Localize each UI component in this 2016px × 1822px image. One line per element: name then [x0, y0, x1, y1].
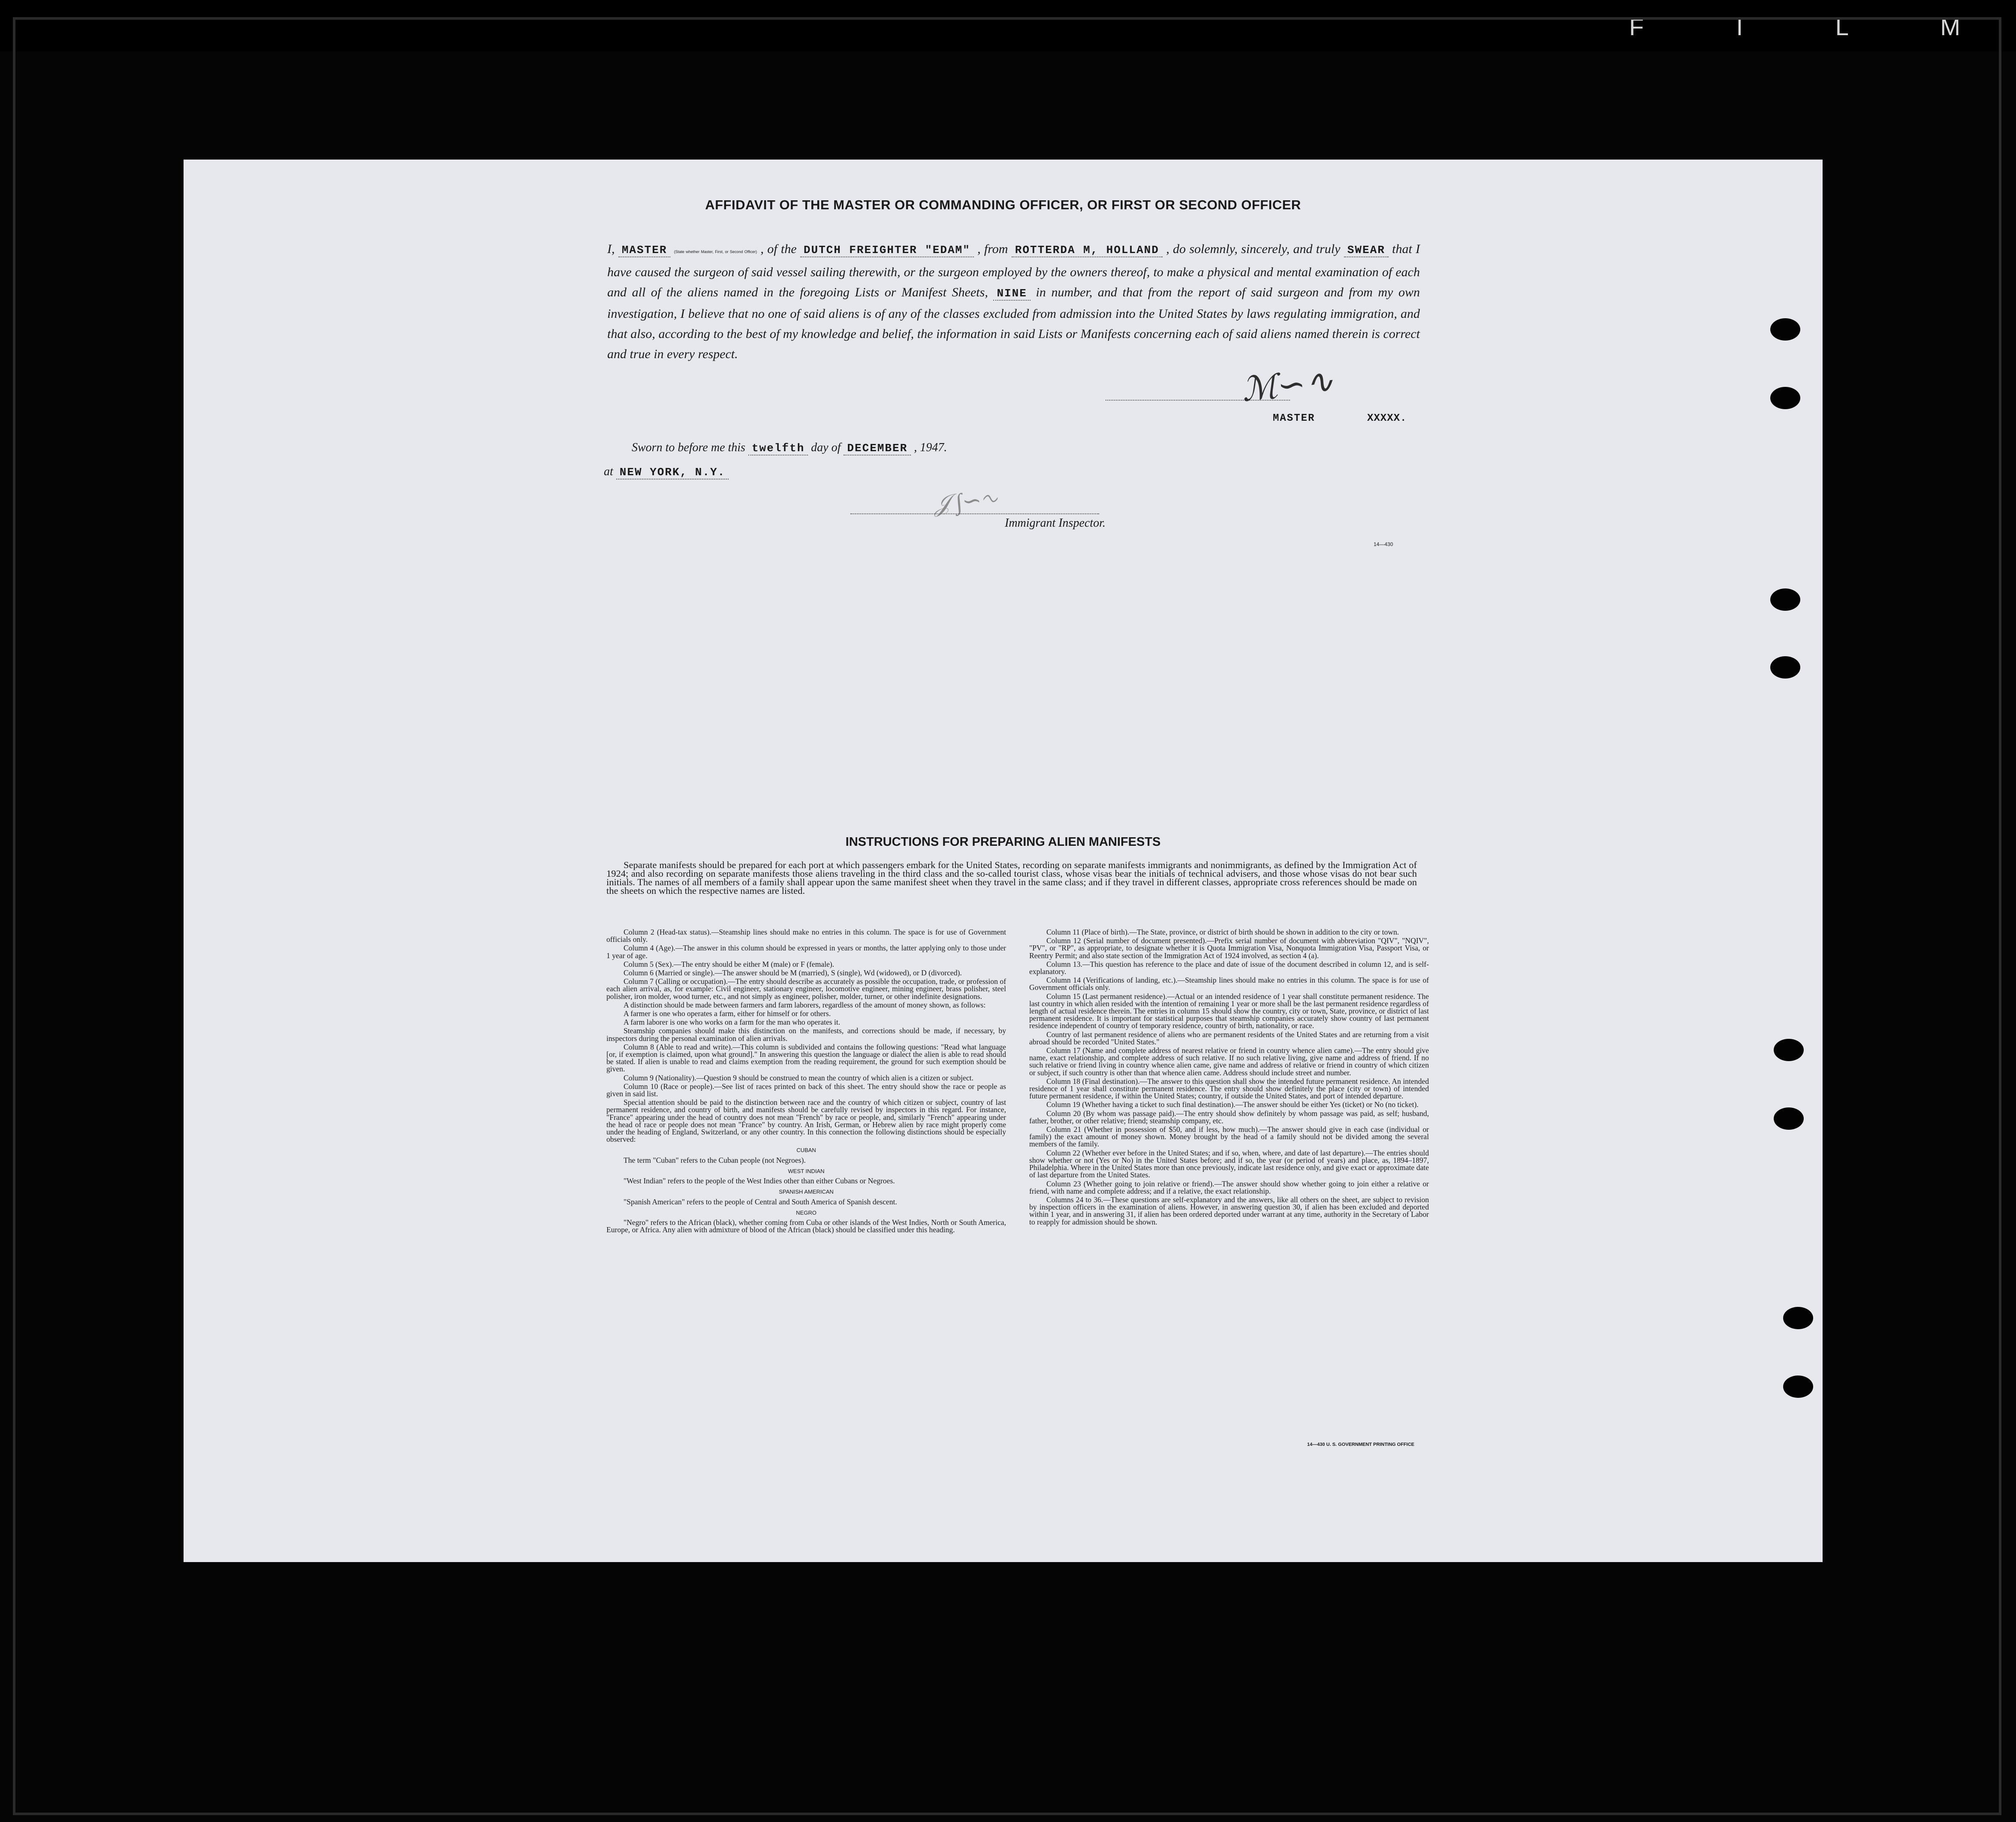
- spanish-american-text: "Spanish American" refers to the people of Central and South America of Spanish descent.: [624, 1197, 897, 1206]
- officer-rank-field: MASTER: [618, 244, 671, 257]
- instruction-paragraph: Column 4 (Age).—The answer in this column should be expressed in years or months, the latter applying only to those under 1 year of age.: [606, 944, 1006, 960]
- punch-hole: [1770, 656, 1800, 679]
- sworn-line: [632, 441, 947, 455]
- instruction-paragraph: Column 21 (Whether in possession of $50, and if less, how much).—The answer should give in each case (individual or family) the exact amount of money shown. Money brought by the head of a family should not be divided among the several members of the family.: [1029, 1125, 1429, 1149]
- instruction-paragraph: Column 2 (Head-tax status).—Steamship lines should make no entries in this column. The space is for use of Government officials only.: [606, 928, 1006, 944]
- signer-title: MASTER: [1273, 413, 1315, 424]
- affidavit-body: [607, 239, 1420, 364]
- cuban-heading: CUBAN: [796, 1147, 816, 1154]
- instruction-paragraph: Column 7 (Calling or occupation).—The entry should describe as accurately as possible the occupation, trade, or profession of each alien arrival, as, for example: Civil engineer, stationary engineer, locomotive engineer, mining engineer, brass polisher, steel polisher, iron molder, wood turner, etc., and not simply as engineer, polisher, molder, turner, or other indefinite designations.: [606, 977, 1006, 1001]
- affidavit-text: that I have caused the surgeon of said vessel sailing therewith, or the surgeon employed by the owners thereof, to make a physical and mental examination of each and all of the aliens named in the foregoing Lists or Manifest Sheets,: [607, 242, 1420, 299]
- master-signature: ℳ∽∿: [1240, 361, 1335, 410]
- instruction-paragraph: Column 22 (Whether ever before in the United States; and if so, when, where, and date of last departure).—The entries should show whether or not (Yes or No) in the United States before; and if so, the year (or period of years) and place, as, 1894–1897, Philadelphia. Where in the United States more than once previously, indicate last residence only, and give exact or approximate date of last departure from the United States.: [1029, 1148, 1429, 1179]
- instruction-paragraph: Columns 24 to 36.—These questions are self-explanatory and the answers, like all others on the sheet, are subject to revision by inspection officers in the examination of aliens. However, in answering question 30, if alien has been excluded and deported within 1 year, and in answering 31, if alien has been ordered deported under warrant at any time, authority in the Secretary of Labor to reapply for admission should be shown.: [1029, 1195, 1429, 1226]
- instruction-paragraph: Column 6 (Married or single).—The answer should be M (married), S (single), Wd (widowed), or D (divorced).: [624, 968, 962, 977]
- signer-crossed-out: XXXXX.: [1367, 413, 1407, 424]
- form-number: 14—430: [1374, 541, 1393, 547]
- instruction-paragraph: A distinction should be made between farmers and farm laborers, regardless of the amount of money shown, as follows:: [624, 1000, 986, 1009]
- vessel-field: DUTCH FREIGHTER "EDAM": [800, 244, 974, 257]
- inspector-signature-line: [850, 513, 1099, 514]
- instruction-paragraph: Column 10 (Race or people).—See list of races printed on back of this sheet. The entry should show the race or people as given in said list.: [606, 1082, 1006, 1098]
- cuban-text: The term "Cuban" refers to the Cuban people (not Negroes).: [624, 1155, 806, 1164]
- inspector-label: Immigrant Inspector.: [1005, 516, 1106, 530]
- manifest-page: [184, 160, 1823, 1562]
- inspector-signature: 𝒥 ∫∽∿: [933, 486, 997, 517]
- officer-rank-hint: (State whether Master, First, or Second Officer): [674, 250, 757, 254]
- instruction-paragraph: A farmer is one who operates a farm, either for himself or for others.: [624, 1009, 831, 1018]
- instruction-paragraph: Special attention should be paid to the distinction between race and the country of which citizen or subject, country of last permanent residence, and country of birth, and manifests should be carefully revised by inspectors in this regard. For instance, "France" appearing under the head of country does not mean "French" by race or people, and, similarly "French" appearing under the head of race or people does not mean "France" by country. An Irish, German, or Hebrew alien by race might properly come under the heading of England, Switzerland, or any other country. In this connection the following distinctions should be especially observed:: [606, 1098, 1006, 1144]
- instruction-paragraph: Column 12 (Serial number of document presented).—Prefix serial number of document with abbreviation "QIV", "NQIV", "PV", or "RP", as appropriate, to designate whether it is Quota Immigration Visa, Nonquota Immigration Visa, Passport Visa, or Reentry Permit; and also state section of the Immigration Act of 1924 involved, as section 4 (a).: [1029, 936, 1429, 960]
- punch-hole: [1774, 1039, 1804, 1061]
- instruction-paragraph: Column 9 (Nationality).—Question 9 should be construed to mean the country of which alien is a citizen or subject.: [624, 1073, 973, 1082]
- affidavit-text: , of the: [760, 242, 797, 256]
- instructions-intro: Separate manifests should be prepared for each port at which passengers embark for the United States, recording on separate manifests immigrants and nonimmigrants, as defined by the Immigration Act of 1924; and also recording on separate manifests those aliens traveling in the third class and the so-called tourist class, whose visas bear the initials of technical advisers, and those whose visas do not bear such initials. The names of all members of a family shall appear upon the same manifest sheet when they travel in the same class; and if they travel in different classes, appropriate cross references should be made on the sheets on which the respective names are listed.: [606, 860, 1417, 896]
- affidavit-text: , from: [977, 242, 1008, 256]
- affidavit-text: , do solemnly, sincerely, and truly: [1166, 242, 1341, 256]
- instruction-paragraph: Steamship companies should make this distinction on the manifests, and corrections should be made, if necessary, by inspectors during the personal examination of alien arrivals.: [606, 1026, 1006, 1043]
- instruction-paragraph: Column 11 (Place of birth).—The State, province, or district of birth should be shown in addition to the city or town.: [1046, 928, 1399, 936]
- affidavit-title: AFFIDAVIT OF THE MASTER OR COMMANDING OFFICER, OR FIRST OR SECOND OFFICER: [705, 197, 1301, 212]
- from-port-field: ROTTERDA M, HOLLAND: [1012, 244, 1163, 257]
- instruction-paragraph: Column 18 (Final destination).—The answer to this question shall show the intended future permanent residence. An intended residence of 1 year shall constitute permanent residence. The entry should show definitely the place (city or town) of intended future permanent residence, if within the United States; country, if outside the United States, and port of intended departure.: [1029, 1077, 1429, 1101]
- affidavit-text: in number, and that from the report of said surgeon and from my own investigation, I believe that no one of said aliens is of any of the classes excluded from admission into the United States by laws regulating immigration, and that also, according to the best of my knowledge and belief, the information in said Lists or Manifests concerning each of said aliens named therein is correct and true in every respect.: [607, 285, 1420, 361]
- instructions-title: INSTRUCTIONS FOR PREPARING ALIEN MANIFESTS: [845, 835, 1161, 849]
- instruction-paragraph: Column 14 (Verifications of landing, etc.).—Steamship lines should make no entries in this column. The space is for use of Government officials only.: [1029, 976, 1429, 992]
- sworn-day-field: twelfth: [748, 442, 808, 456]
- instructions-right-column: [1029, 929, 1429, 1227]
- punch-hole: [1770, 318, 1800, 341]
- punch-hole: [1783, 1376, 1813, 1398]
- negro-heading: NEGRO: [796, 1209, 817, 1216]
- instruction-paragraph: Country of last permanent residence of aliens who are permanent residents of the United States and are returning from a visit abroad should be recorded "United States.": [1029, 1030, 1429, 1046]
- sheet-count-field: NINE: [993, 287, 1030, 301]
- instructions-left-column: [606, 929, 1006, 1235]
- west-indian-text: "West Indian" refers to the people of the West Indies other than either Cubans or Negroes.: [624, 1176, 895, 1186]
- at-label: at: [604, 465, 613, 478]
- instruction-paragraph: Column 8 (Able to read and write).—This column is subdivided and contains the following questions: "Read what language [or, if exemption is claimed, upon what ground]." In answering this question the language or dialect the alien is able to read should be stated. If alien is unable to read and claims exemption from the reading requirement, the ground for such exemption should be given.: [606, 1042, 1006, 1074]
- affidavit-text: I,: [607, 242, 615, 256]
- west-indian-heading: WEST INDIAN: [788, 1167, 825, 1174]
- instruction-paragraph: Column 13.—This question has reference to the place and date of issue of the document described in column 12, and is self-explanatory.: [1029, 959, 1429, 976]
- instruction-paragraph: Column 15 (Last permanent residence).—Actual or an intended residence of 1 year shall constitute permanent residence. The last country in which alien resided with the intention of remaining 1 year or more shall be the last permanent residence regardless of length of actual residence therein. The entries in column 15 should show the country, city or town, State, province, or district of last permanent residence. It is important for statistical purposes that steamship companies accurately show country of last permanent residence independent of country of temporary residence, country of birth, nationality, or race.: [1029, 992, 1429, 1030]
- instruction-paragraph: Column 17 (Name and complete address of nearest relative or friend in country whence alien came).—The entry should give name, exact relationship, and complete address of such relative. If no such relative living, give name and address of friend. If no such relative or friend living in country whence alien came, give name and address of relative or friend in country of which citizen or subject, if such country is other than that whence alien came. Address should include street and number.: [1029, 1046, 1429, 1077]
- instruction-paragraph: Column 20 (By whom was passage paid).—The entry should show definitely by whom passage was paid, as self; husband, father, brother, or other relative; friend; steamship company, etc.: [1029, 1109, 1429, 1125]
- instruction-paragraph: Column 23 (Whether going to join relative or friend).—The answer should show whether going to join either a relative or friend, with name and complete address; and if a relative, the exact relationship.: [1029, 1179, 1429, 1195]
- sworn-prefix: Sworn to before me this: [632, 441, 745, 454]
- sworn-day-of: day of: [811, 441, 841, 454]
- punch-hole: [1783, 1307, 1813, 1329]
- punch-hole: [1774, 1107, 1804, 1130]
- printer-imprint: 14—430 U. S. GOVERNMENT PRINTING OFFICE: [1307, 1442, 1414, 1447]
- sworn-place-field: NEW YORK, N.Y.: [616, 466, 729, 480]
- sworn-year: , 1947.: [914, 441, 947, 454]
- instruction-paragraph: Column 19 (Whether having a ticket to such final destination).—The answer should be either Yes (ticket) or No (no ticket).: [1046, 1100, 1419, 1109]
- film-label: F I L M: [1629, 13, 2003, 40]
- sworn-place-line: [604, 465, 729, 479]
- spanish-american-heading: SPANISH AMERICAN: [779, 1189, 834, 1195]
- sworn-month-field: DECEMBER: [844, 442, 911, 456]
- instruction-paragraph: A farm laborer is one who works on a farm for the man who operates it.: [624, 1018, 841, 1027]
- negro-text: "Negro" refers to the African (black), whether coming from Cuba or other islands of the West Indies, North or South America, Europe, or Africa. Any alien with admixture of blood of the African (black) should be classified under this heading.: [606, 1218, 1006, 1234]
- punch-hole: [1770, 387, 1800, 409]
- punch-hole: [1770, 588, 1800, 611]
- instruction-paragraph: Column 5 (Sex).—The entry should be either M (male) or F (female).: [624, 959, 835, 968]
- oath-field: SWEAR: [1344, 244, 1389, 257]
